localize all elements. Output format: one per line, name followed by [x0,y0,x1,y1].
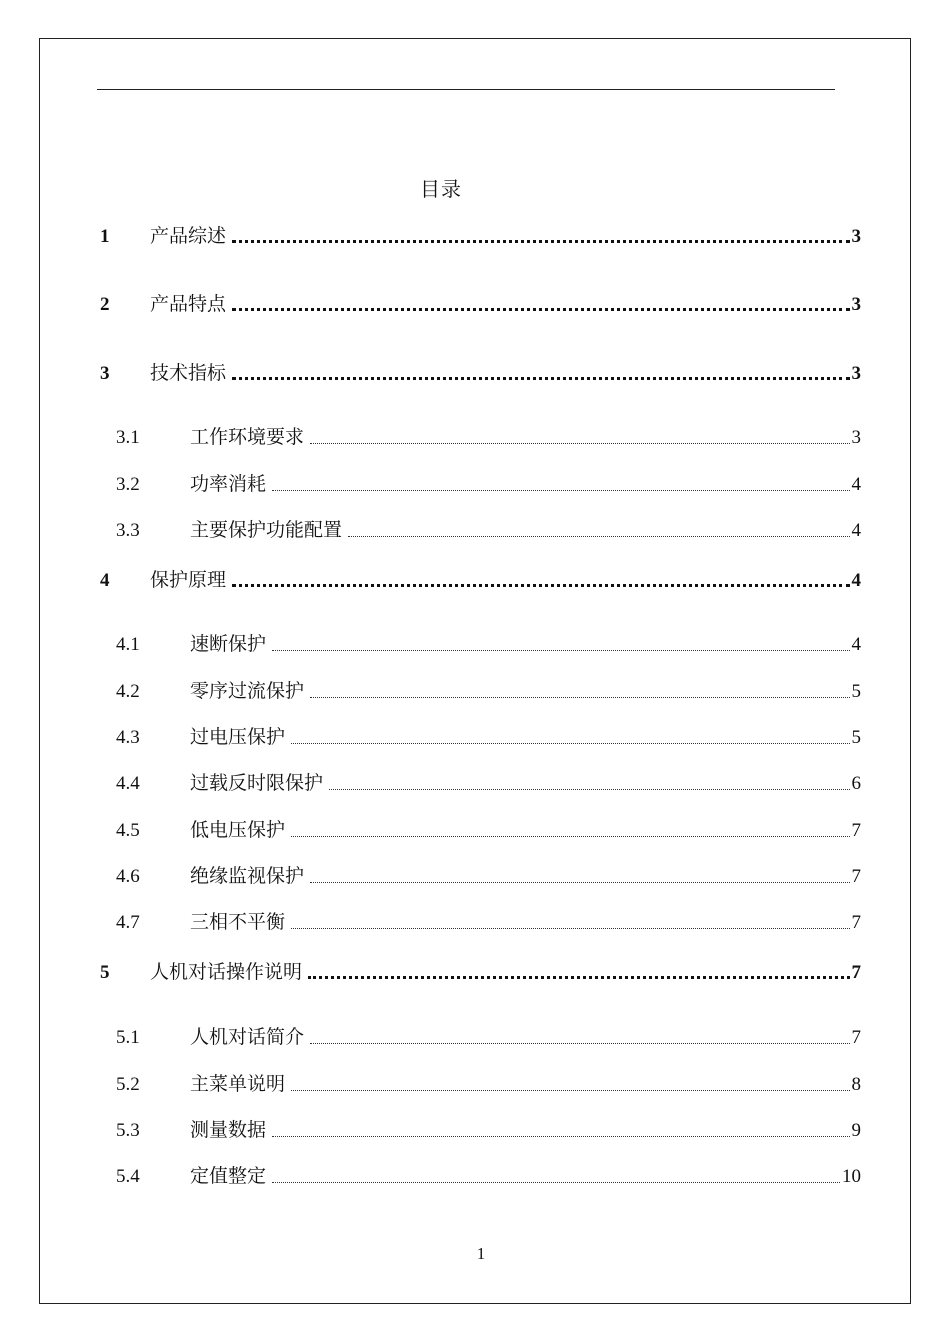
toc-entry-title: 测量数据 [190,1120,267,1141]
toc-dot-leader [232,366,849,382]
toc-entry-title: 功率消耗 [190,474,267,495]
toc-entry-number: 5.3 [116,1120,140,1141]
toc-entry-number: 5 [100,962,110,983]
toc-entry-number: 4.2 [116,681,140,702]
toc-dot-leader [348,523,849,539]
toc-entry[interactable] [116,862,861,890]
toc-entry-page: 9 [851,1120,861,1141]
toc-entry[interactable] [116,1116,861,1144]
toc-entry[interactable] [116,630,861,658]
toc-entry-title: 保护原理 [150,570,227,591]
toc-entry[interactable] [116,677,861,705]
toc-entry-page: 4 [851,634,861,655]
toc-entry-number: 3.3 [116,520,140,541]
toc-entry[interactable] [100,359,861,387]
toc-entry[interactable] [100,566,861,594]
toc-entry-number: 3.1 [116,427,140,448]
toc-entry[interactable] [116,516,861,544]
page-number: 1 [476,1244,486,1263]
toc-entry-title: 技术指标 [150,363,227,384]
toc-entry[interactable] [116,1162,861,1190]
toc-entry-title: 零序过流保护 [190,681,305,702]
toc-entry[interactable] [116,816,861,844]
toc-title: 目录 [420,179,462,201]
toc-entry[interactable] [116,470,861,498]
toc-dot-leader [272,1123,849,1139]
toc-entry-page: 5 [851,727,861,748]
toc-entry-page: 3 [851,294,861,315]
toc-entry-number: 4.5 [116,820,140,841]
toc-entry-page: 6 [851,773,861,794]
toc-entry-number: 5.2 [116,1074,140,1095]
toc-entry-number: 4.1 [116,634,140,655]
toc-entry-page: 7 [851,962,861,983]
toc-entry-title: 主菜单说明 [190,1074,286,1095]
toc-dot-leader [272,1169,840,1185]
toc-entry[interactable] [100,958,861,986]
toc-dot-leader [310,869,849,885]
toc-entry-page: 3 [851,427,861,448]
toc-entry[interactable] [100,222,861,250]
toc-entry-number: 4 [100,570,110,591]
toc-entry-page: 7 [851,866,861,887]
toc-entry-title: 过电压保护 [190,727,286,748]
toc-entry-page: 3 [851,226,861,247]
toc-entry-title: 三相不平衡 [190,912,286,933]
toc-entry-page: 4 [851,570,861,591]
toc-entry-number: 4.3 [116,727,140,748]
toc-entry[interactable] [116,423,861,451]
toc-entry-title: 定值整定 [190,1166,267,1187]
toc-entry[interactable] [116,723,861,751]
toc-dot-leader [310,1030,849,1046]
toc-entry-title: 产品综述 [150,226,227,247]
toc-entry-page: 8 [851,1074,861,1095]
toc-entry-number: 2 [100,294,110,315]
toc-dot-leader [232,229,849,245]
toc-entry-number: 4.7 [116,912,140,933]
toc-entry[interactable] [116,1070,861,1098]
toc-entry-page: 10 [842,1166,861,1187]
toc-dot-leader [329,776,849,792]
toc-entry-title: 绝缘监视保护 [190,866,305,887]
toc-entry-page: 7 [851,820,861,841]
toc-entry[interactable] [100,290,861,318]
header-rule [97,89,835,90]
toc-dot-leader [291,1077,849,1093]
toc-dot-leader [232,573,849,589]
toc-dot-leader [291,730,849,746]
toc-dot-leader [272,477,849,493]
toc-entry-title: 低电压保护 [190,820,286,841]
toc-dot-leader [308,965,849,981]
toc-entry-number: 5.1 [116,1027,140,1048]
toc-entry-title: 人机对话操作说明 [150,962,303,983]
toc-entry-title: 人机对话简介 [190,1027,305,1048]
toc-entry-page: 5 [851,681,861,702]
toc-dot-leader [291,823,849,839]
toc-entry-page: 4 [851,474,861,495]
toc-dot-leader [310,684,849,700]
toc-entry-title: 工作环境要求 [190,427,305,448]
toc-dot-leader [310,430,849,446]
toc-entry-page: 7 [851,1027,861,1048]
toc-entry-number: 3.2 [116,474,140,495]
toc-entry-title: 过载反时限保护 [190,773,324,794]
toc-entry-title: 主要保护功能配置 [190,520,343,541]
toc-entry-title: 速断保护 [190,634,267,655]
toc-entry-number: 1 [100,226,110,247]
toc-entry[interactable] [116,908,861,936]
toc-entry-page: 3 [851,363,861,384]
toc-entry[interactable] [116,769,861,797]
toc-dot-leader [272,637,849,653]
toc-entry-number: 4.6 [116,866,140,887]
toc-entry-page: 7 [851,912,861,933]
toc-entry-title: 产品特点 [150,294,227,315]
toc-entry-page: 4 [851,520,861,541]
toc-dot-leader [232,297,849,313]
toc-entry[interactable] [116,1023,861,1051]
toc-dot-leader [291,915,849,931]
toc-entry-number: 5.4 [116,1166,140,1187]
toc-entry-number: 4.4 [116,773,140,794]
toc-entry-number: 3 [100,363,110,384]
